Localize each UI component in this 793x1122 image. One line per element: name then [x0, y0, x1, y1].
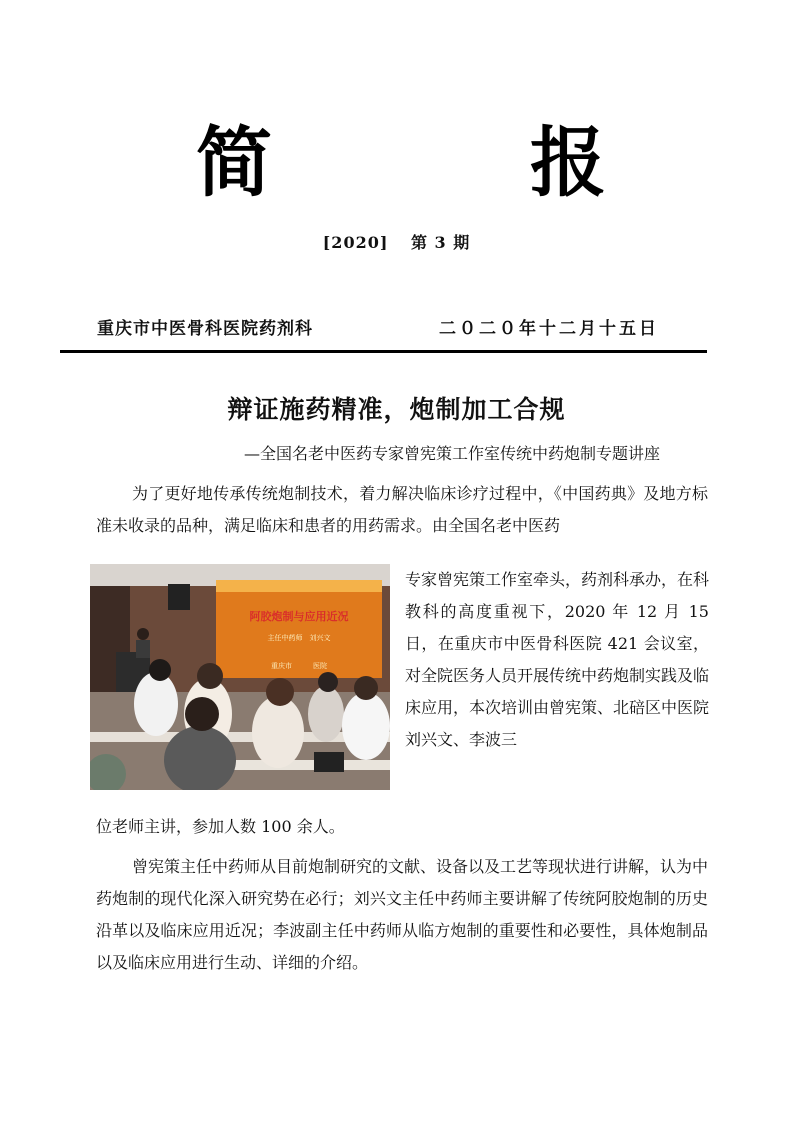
header-divider	[60, 350, 707, 353]
masthead	[0, 118, 793, 208]
article-title: 辩证施药精准，炮制加工合规	[227, 395, 566, 424]
article-subtitle: —全国名老中医药专家曾宪策工作室传统中药炮制专题讲座	[244, 444, 661, 463]
screen-footer: 重庆市 医院	[271, 662, 327, 670]
lecture-photo	[90, 564, 390, 790]
screen-title: 阿胶炮制与应用近况	[249, 610, 349, 623]
paragraph-1-end: 位老师主讲，参加人数 100 余人。	[96, 817, 345, 836]
paragraph-2: 曾宪策主任中药师从目前炮制研究的文献、设备以及工艺等现状进行讲解，认为中药炮制的现代化深入研究势在必行；刘兴文主任中药师主要讲解了传统阿胶炮制的历史沿革以及临床应用近况；李波副主任中药师从临方炮制的重要性和必要性，具体炮制品以及临床应用进行生动、详细的介绍。	[96, 857, 709, 972]
masthead-char-2: 报	[530, 118, 606, 207]
paragraph-1-wrap: 专家曾宪策工作室牵头，药剂科承办，在科教科的高度重视下，2020 年 12 月 15 日，在重庆市中医骨科医院 421 会议室，对全院医务人员开展传统中药炮制实践及临床应用，本次培训由曾宪策、北碚区中医院刘兴文、李波三	[405, 570, 710, 749]
organization: 重庆市中医骨科医院药剂科	[97, 319, 313, 339]
issue-year: [2020]	[322, 233, 389, 252]
masthead-char-1: 简	[196, 118, 272, 207]
publish-date: 二０二０年十二月十五日	[439, 319, 659, 339]
screen-speaker: 主任中药师 刘兴文	[267, 634, 331, 642]
paragraph-1-intro: 为了更好地传承传统炮制技术，着力解决临床诊疗过程中，《中国药典》及地方标准未收录的品种，满足临床和患者的用药需求。由全国名老中医药	[96, 484, 708, 535]
issue-number: 第 3 期	[410, 233, 471, 252]
issue-line	[0, 230, 793, 253]
